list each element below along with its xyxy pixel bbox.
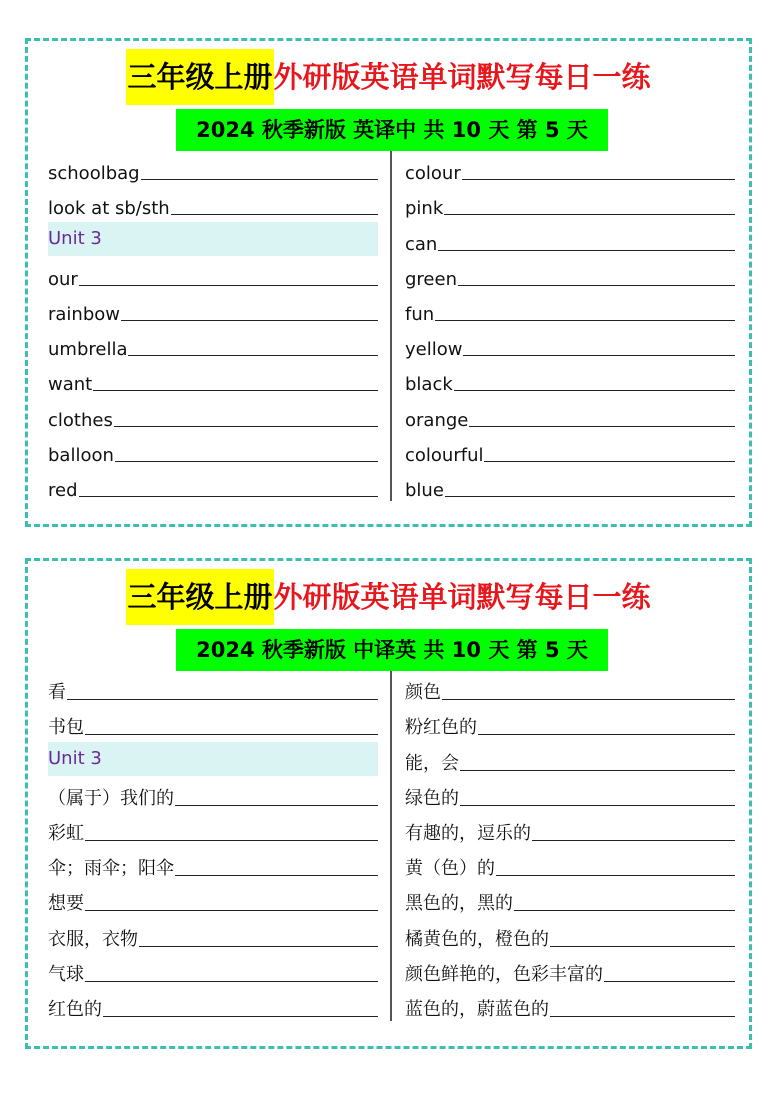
unit-heading <box>48 742 378 776</box>
vocab-word: our <box>48 268 78 290</box>
vocab-word: red <box>48 479 78 501</box>
vocab-word: 橘黄色的，橙色的 <box>405 928 549 950</box>
vocab-word: blue <box>405 479 444 501</box>
word-row <box>48 812 378 847</box>
answer-blank-line[interactable] <box>478 734 735 735</box>
answer-blank-line[interactable] <box>79 496 378 497</box>
word-row <box>405 812 735 847</box>
vocab-word: 颜色 <box>405 682 441 704</box>
word-row <box>405 362 735 397</box>
vocab-word: 能，会 <box>405 752 459 774</box>
title-text: 外研版英语单词默写每日一练 <box>273 60 651 94</box>
answer-blank-line[interactable] <box>445 496 735 497</box>
word-row <box>48 706 378 741</box>
word-row <box>48 433 378 468</box>
word-row <box>48 397 378 432</box>
vocab-word: green <box>405 268 457 290</box>
word-row <box>405 741 735 776</box>
vocab-word: look at sb/sth <box>48 198 170 220</box>
word-row <box>48 847 378 882</box>
answer-blank-line[interactable] <box>85 734 378 735</box>
title-grade: 三年级上册 <box>126 569 273 625</box>
vocab-word: 气球 <box>48 963 84 985</box>
answer-blank-line[interactable] <box>85 840 378 841</box>
vocab-word: 颜色鲜艳的，色彩丰富的 <box>405 963 603 985</box>
answer-blank-line[interactable] <box>175 805 378 806</box>
answer-blank-line[interactable] <box>139 946 378 947</box>
answer-blank-line[interactable] <box>93 390 378 391</box>
answer-blank-line[interactable] <box>115 461 378 462</box>
answer-blank-line[interactable] <box>438 250 735 251</box>
answer-blank-line[interactable] <box>175 875 378 876</box>
answer-blank-line[interactable] <box>484 461 735 462</box>
word-row <box>48 292 378 327</box>
answer-blank-line[interactable] <box>460 805 735 806</box>
vocab-word: orange <box>405 409 469 431</box>
word-row <box>48 953 378 988</box>
word-row <box>405 327 735 362</box>
word-row <box>405 706 735 741</box>
answer-blank-line[interactable] <box>435 320 735 321</box>
answer-blank-line[interactable] <box>550 1016 735 1017</box>
vocab-word: black <box>405 374 453 396</box>
unit-label: Unit 3 <box>48 748 102 770</box>
vocab-word: 衣服，衣物 <box>48 928 138 950</box>
vocab-word: want <box>48 374 93 396</box>
answer-blank-line[interactable] <box>85 981 378 982</box>
answer-blank-line[interactable] <box>141 179 378 180</box>
worksheet-en-to-zh <box>25 38 752 527</box>
worksheet-zh-to-en <box>25 558 752 1049</box>
vocab-word: can <box>405 233 438 255</box>
answer-blank-line[interactable] <box>604 981 735 982</box>
column-divider <box>390 151 392 501</box>
sheet-subtitle: 2024 秋季新版 英译中 共 10 天 第 5 天 <box>176 109 608 151</box>
answer-blank-line[interactable] <box>496 875 735 876</box>
answer-blank-line[interactable] <box>103 1016 378 1017</box>
vocab-word: colour <box>405 163 461 185</box>
word-row <box>405 847 735 882</box>
word-row <box>48 362 378 397</box>
word-row <box>48 151 378 186</box>
answer-blank-line[interactable] <box>532 840 735 841</box>
word-row <box>405 433 735 468</box>
vocab-word: 黑色的，黑的 <box>405 893 513 915</box>
vocab-word: 伞；雨伞；阳伞 <box>48 858 174 880</box>
sheet-title <box>28 569 749 625</box>
word-row <box>48 468 378 503</box>
vocab-word: 书包 <box>48 717 84 739</box>
word-column-left <box>48 151 378 503</box>
vocab-word: 蓝色的，蔚蓝色的 <box>405 998 549 1020</box>
vocab-word: fun <box>405 303 435 325</box>
answer-blank-line[interactable] <box>514 910 735 911</box>
word-row <box>405 917 735 952</box>
word-row <box>405 953 735 988</box>
title-grade: 三年级上册 <box>126 49 273 105</box>
word-row <box>48 917 378 952</box>
answer-blank-line[interactable] <box>463 355 735 356</box>
answer-blank-line[interactable] <box>469 426 735 427</box>
word-row <box>405 257 735 292</box>
answer-blank-line[interactable] <box>550 946 735 947</box>
word-row <box>405 292 735 327</box>
vocab-word: （属于）我们的 <box>48 787 174 809</box>
vocab-word: 绿色的 <box>405 787 459 809</box>
word-column-right <box>405 151 735 503</box>
answer-blank-line[interactable] <box>114 426 378 427</box>
vocab-word: 想要 <box>48 893 84 915</box>
sheet-subtitle: 2024 秋季新版 中译英 共 10 天 第 5 天 <box>176 629 608 671</box>
answer-blank-line[interactable] <box>460 770 735 771</box>
answer-blank-line[interactable] <box>444 214 735 215</box>
word-row <box>405 777 735 812</box>
word-row <box>48 186 378 221</box>
answer-blank-line[interactable] <box>462 179 735 180</box>
vocab-word: 粉红色的 <box>405 717 477 739</box>
answer-blank-line[interactable] <box>442 699 735 700</box>
vocab-word: 看 <box>48 682 66 704</box>
word-row <box>48 327 378 362</box>
word-row <box>48 671 378 706</box>
vocab-word: 彩虹 <box>48 822 84 844</box>
answer-blank-line[interactable] <box>458 285 735 286</box>
vocab-word: 红色的 <box>48 998 102 1020</box>
word-row <box>48 882 378 917</box>
word-row <box>405 882 735 917</box>
vocab-word: schoolbag <box>48 163 140 185</box>
vocab-word: yellow <box>405 339 463 361</box>
word-row <box>48 988 378 1023</box>
word-row <box>405 671 735 706</box>
word-column-right <box>405 671 735 1023</box>
vocab-word: clothes <box>48 409 113 431</box>
unit-label: Unit 3 <box>48 228 102 250</box>
word-row <box>405 221 735 256</box>
vocab-word: umbrella <box>48 339 128 361</box>
word-row <box>405 151 735 186</box>
column-divider <box>390 671 392 1021</box>
answer-blank-line[interactable] <box>79 285 378 286</box>
answer-blank-line[interactable] <box>67 699 378 700</box>
word-row <box>405 186 735 221</box>
unit-heading <box>48 222 378 256</box>
sheet-title <box>28 49 749 105</box>
word-column-left <box>48 671 378 1023</box>
word-row <box>405 468 735 503</box>
vocab-word: colourful <box>405 444 484 466</box>
answer-blank-line[interactable] <box>121 320 378 321</box>
vocab-word: balloon <box>48 444 114 466</box>
answer-blank-line[interactable] <box>454 390 735 391</box>
vocab-word: pink <box>405 198 444 220</box>
word-row <box>405 397 735 432</box>
word-row <box>48 257 378 292</box>
answer-blank-line[interactable] <box>128 355 378 356</box>
vocab-word: 有趣的，逗乐的 <box>405 822 531 844</box>
vocab-word: rainbow <box>48 303 120 325</box>
word-row <box>48 777 378 812</box>
answer-blank-line[interactable] <box>85 910 378 911</box>
answer-blank-line[interactable] <box>171 214 378 215</box>
title-text: 外研版英语单词默写每日一练 <box>273 580 651 614</box>
word-row <box>405 988 735 1023</box>
vocab-word: 黄（色）的 <box>405 858 495 880</box>
